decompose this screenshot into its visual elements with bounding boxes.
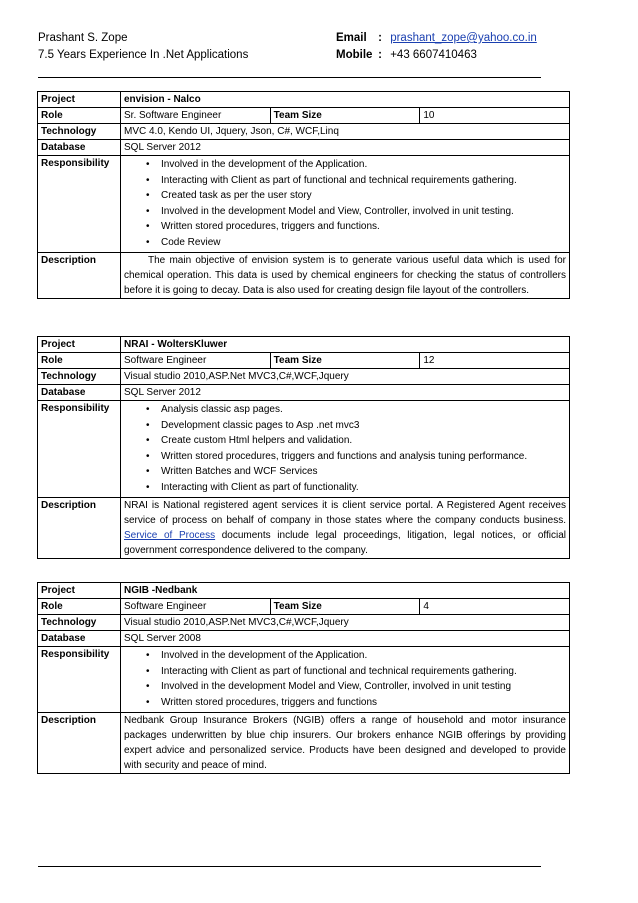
- list-item: • Written stored procedures, triggers and functions.: [124, 219, 566, 235]
- database-value: SQL Server 2012: [121, 385, 570, 401]
- project-name: NGIB -Nedbank: [121, 583, 570, 599]
- database-value: SQL Server 2012: [121, 140, 570, 156]
- list-item: • Code Review: [124, 235, 566, 251]
- database-label: Database: [38, 385, 121, 401]
- list-item: • Involved in the development Model and View, Controller, involved in unit testing: [124, 679, 566, 695]
- list-item: • Involved in the development Model and View, Controller, involved in unit testing.: [124, 204, 566, 220]
- list-item: • Created task as per the user story: [124, 188, 566, 204]
- list-item: • Development classic pages to Asp .net mvc3: [124, 418, 566, 434]
- team-size-value: 12: [420, 353, 570, 369]
- team-size-value: 4: [420, 599, 570, 615]
- email-label: Email: [336, 32, 367, 44]
- responsibility-cell: [121, 156, 570, 253]
- technology-value: MVC 4.0, Kendo UI, Jquery, Json, C#, WCF,Linq: [121, 124, 570, 140]
- list-item: • Involved in the development of the Application.: [124, 157, 566, 173]
- responsibility-row: [38, 401, 570, 498]
- description-label: Description: [38, 713, 121, 774]
- email-row: [336, 32, 537, 44]
- footer-divider: [38, 866, 541, 867]
- list-item: • Interacting with Client as part of functionality.: [124, 480, 566, 496]
- list-item: • Interacting with Client as part of functional and technical requirements gathering.: [124, 173, 566, 189]
- responsibility-row: [38, 156, 570, 253]
- responsibility-label: Responsibility: [38, 647, 121, 713]
- project-name: NRAI - WoltersKluwer: [121, 337, 570, 353]
- list-item: • Analysis classic asp pages.: [124, 402, 566, 418]
- database-label: Database: [38, 631, 121, 647]
- technology-label: Technology: [38, 124, 121, 140]
- project-table-3: [37, 582, 570, 774]
- description-cell: [121, 253, 570, 299]
- list-item: • Interacting with Client as part of functional and technical requirements gathering.: [124, 664, 566, 680]
- service-of-process-link[interactable]: Service of Process: [124, 530, 216, 541]
- mobile-label: Mobile: [336, 49, 373, 61]
- description-label: Description: [38, 253, 121, 299]
- description-row: [38, 498, 570, 559]
- technology-value: Visual studio 2010,ASP.Net MVC3,C#,WCF,Jquery: [121, 615, 570, 631]
- technology-label: Technology: [38, 615, 121, 631]
- description-row: [38, 253, 570, 299]
- experience-summary: 7.5 Years Experience In .Net Applications: [38, 49, 249, 61]
- team-size-label: Team Size: [270, 353, 420, 369]
- technology-row: [38, 615, 570, 631]
- responsibility-list: [124, 157, 566, 250]
- role-row: [38, 353, 570, 369]
- database-row: [38, 385, 570, 401]
- role-value: Software Engineer: [121, 599, 271, 615]
- list-item: • Written stored procedures, triggers and functions: [124, 695, 566, 711]
- team-size-label: Team Size: [270, 599, 420, 615]
- database-row: [38, 140, 570, 156]
- responsibility-label: Responsibility: [38, 401, 121, 498]
- project-table-1: [37, 91, 570, 299]
- description-text: The main objective of envision system is to generate various useful data which is used for chemical operation. This data is used by chemical engineers for checking the status of controllers before it is going to decay. Data is also used for creating design file layout of the controllers.: [124, 255, 566, 296]
- database-row: [38, 631, 570, 647]
- responsibility-label: Responsibility: [38, 156, 121, 253]
- list-item: • Create custom Html helpers and validation.: [124, 433, 566, 449]
- mobile-value: +43 6607410463: [390, 49, 477, 61]
- description-cell: [121, 713, 570, 774]
- resume-header: [38, 32, 543, 78]
- project-row: [38, 92, 570, 108]
- technology-row: [38, 124, 570, 140]
- project-label: Project: [38, 92, 121, 108]
- description-text-start: NRAI is National registered agent services it is client service portal. A Registered Agent receives service of process on behalf of company in those states where the company conducts business.: [124, 500, 566, 526]
- role-value: Sr. Software Engineer: [121, 108, 271, 124]
- role-value: Software Engineer: [121, 353, 271, 369]
- role-label: Role: [38, 599, 121, 615]
- project-row: [38, 337, 570, 353]
- list-item: • Written Batches and WCF Services: [124, 464, 566, 480]
- candidate-name: Prashant S. Zope: [38, 32, 128, 44]
- mobile-row: [336, 49, 477, 61]
- mobile-separator: :: [378, 49, 382, 61]
- technology-value: Visual studio 2010,ASP.Net MVC3,C#,WCF,Jquery: [121, 369, 570, 385]
- database-label: Database: [38, 140, 121, 156]
- description-row: [38, 713, 570, 774]
- responsibility-cell: [121, 647, 570, 713]
- technology-row: [38, 369, 570, 385]
- description-text-end: documents include legal proceedings, litigation, legal notices, or official government correspondence delivered to the company.: [124, 530, 566, 556]
- role-label: Role: [38, 353, 121, 369]
- list-item: • Involved in the development of the Application.: [124, 648, 566, 664]
- description-cell: [121, 498, 570, 559]
- description-text: Nedbank Group Insurance Brokers (NGIB) offers a range of household and motor insurance packages underwritten by blue chip insurers. Our brokers enhance NGIB offerings by providing expert advice and personalized service. Products have been designed and developed to provide with security and peace of mind.: [124, 715, 566, 771]
- role-label: Role: [38, 108, 121, 124]
- project-name: envision - Nalco: [121, 92, 570, 108]
- team-size-label: Team Size: [270, 108, 420, 124]
- role-row: [38, 599, 570, 615]
- responsibility-cell: [121, 401, 570, 498]
- team-size-value: 10: [420, 108, 570, 124]
- header-divider: [38, 77, 541, 78]
- project-label: Project: [38, 337, 121, 353]
- database-value: SQL Server 2008: [121, 631, 570, 647]
- email-separator: :: [378, 32, 382, 44]
- description-label: Description: [38, 498, 121, 559]
- project-label: Project: [38, 583, 121, 599]
- responsibility-list: [124, 402, 566, 495]
- responsibility-row: [38, 647, 570, 713]
- email-link[interactable]: prashant_zope@yahoo.co.in: [390, 32, 537, 44]
- list-item: • Written stored procedures, triggers and functions and analysis tuning performance.: [124, 449, 566, 465]
- role-row: [38, 108, 570, 124]
- responsibility-list: [124, 648, 566, 710]
- project-row: [38, 583, 570, 599]
- project-table-2: [37, 336, 570, 559]
- technology-label: Technology: [38, 369, 121, 385]
